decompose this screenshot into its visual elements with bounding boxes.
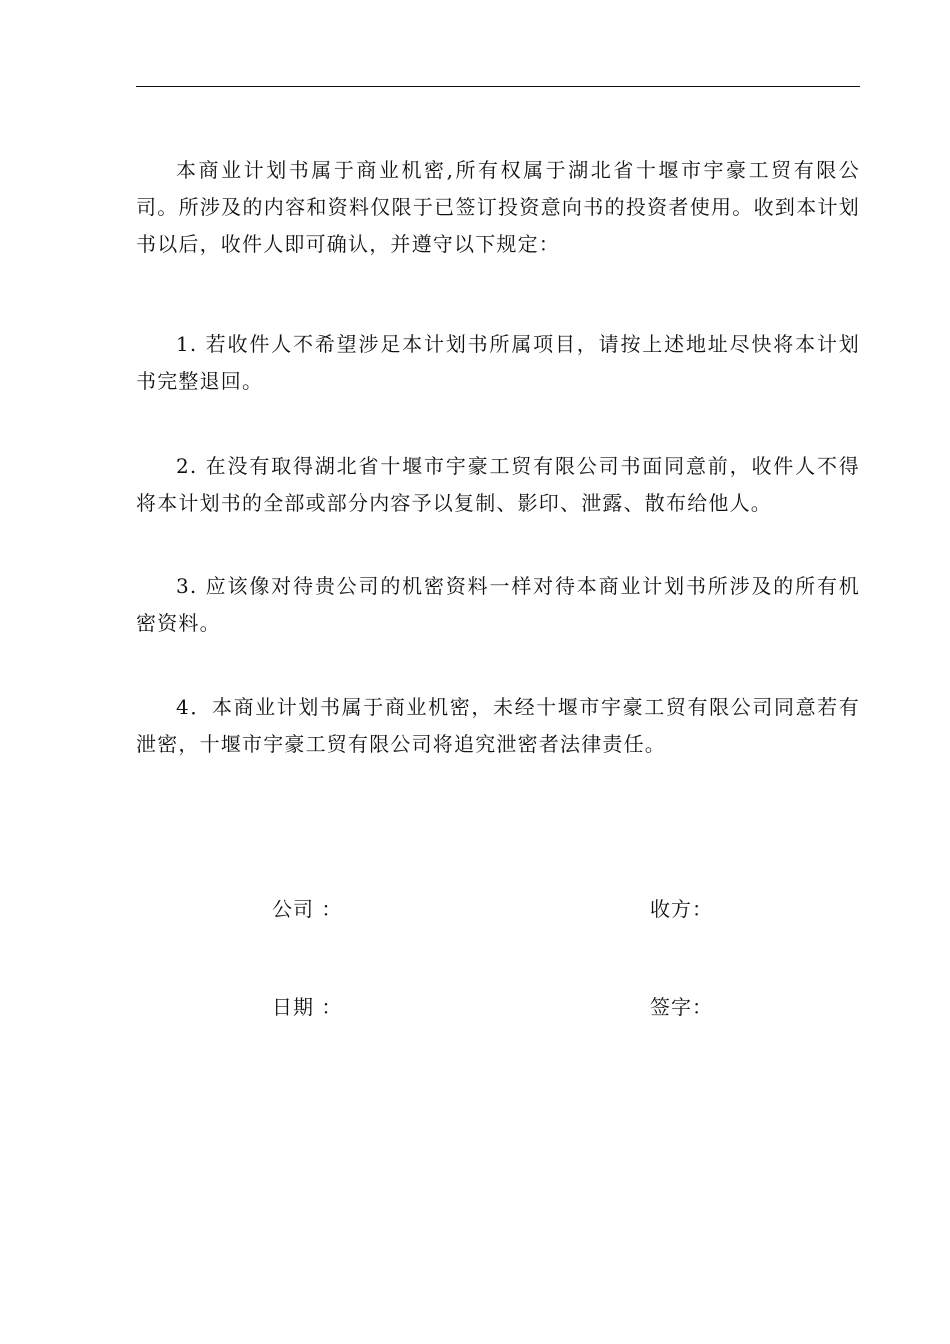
header-rule bbox=[136, 86, 860, 87]
rule-paragraph-4: 4．本商业计划书属于商业机密，未经十堰市宇豪工贸有限公司同意若有泄密，十堰市宇豪工贸有限公司将追究泄密者法律责任。 bbox=[136, 695, 860, 756]
signature-label: 签字： bbox=[650, 995, 713, 1019]
rule-paragraph-1: 1. 若收件人不希望涉足本计划书所属项目，请按上述地址尽快将本计划书完整退回。 bbox=[136, 332, 860, 393]
rule-paragraph-3: 3. 应该像对待贵公司的机密资料一样对待本商业计划书所涉及的所有机密资料。 bbox=[136, 574, 860, 635]
intro-paragraph: 本商业计划书属于商业机密,所有权属于湖北省十堰市宇豪工贸有限公司。所涉及的内容和资料仅限于已签订投资意向书的投资者使用。收到本计划书以后，收件人即可确认，并遵守以下规定： bbox=[136, 158, 860, 256]
recipient-label: 收方： bbox=[650, 897, 713, 921]
company-label: 公司 ： bbox=[272, 897, 343, 921]
date-label: 日期 ： bbox=[272, 995, 343, 1019]
rule-paragraph-2: 2. 在没有取得湖北省十堰市宇豪工贸有限公司书面同意前，收件人不得将本计划书的全部或部分内容予以复制、影印、泄露、散布给他人。 bbox=[136, 454, 860, 515]
